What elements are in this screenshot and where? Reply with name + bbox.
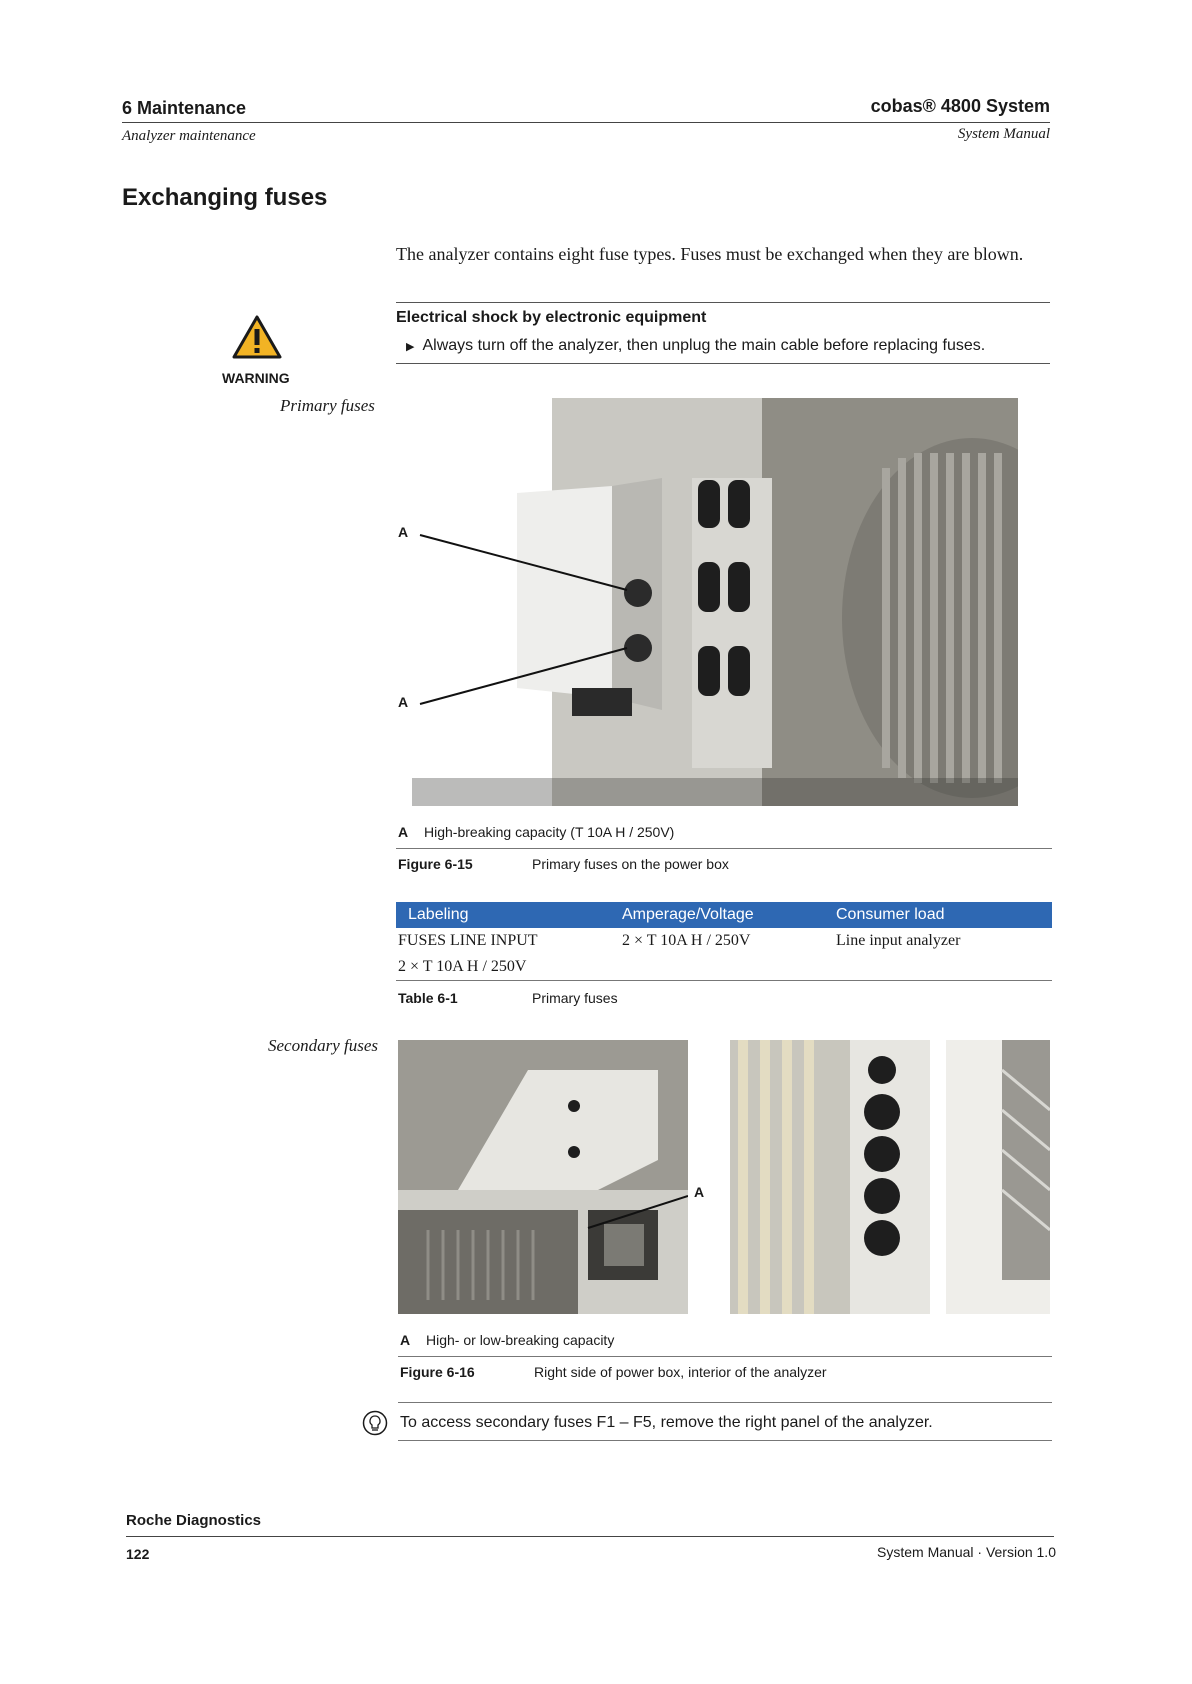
warning-item bbox=[406, 337, 985, 355]
secondary-fuses-photo-left bbox=[398, 1040, 705, 1314]
warning-top-rule bbox=[396, 302, 1050, 303]
product-name: cobas® 4800 System bbox=[870, 96, 1050, 116]
bullet-arrow-icon: ▶ bbox=[406, 341, 415, 353]
table-cell: 2 × T 10A H / 250V bbox=[622, 932, 751, 949]
table-cell: Line input analyzer bbox=[836, 932, 961, 949]
warning-label: WARNING bbox=[222, 370, 290, 386]
callout-a-lower: A bbox=[398, 694, 409, 710]
footer-version: System Manual · Version 1.0 bbox=[877, 1544, 1056, 1560]
primary-fuses-label: Primary fuses bbox=[280, 396, 375, 415]
secondary-legend bbox=[400, 1332, 614, 1348]
manual-name: System Manual bbox=[957, 126, 1050, 142]
footer-divider bbox=[126, 1536, 1054, 1537]
page-title: Exchanging fuses bbox=[122, 184, 328, 211]
header-divider bbox=[122, 122, 1050, 123]
warning-icon bbox=[232, 314, 282, 360]
analyzer-side-illustration bbox=[398, 1040, 688, 1314]
table-cell: 2 × T 10A H / 250V bbox=[398, 958, 527, 975]
primary-legend-text: High-breaking capacity (T 10A H / 250V) bbox=[424, 824, 675, 840]
table-header-cell: Labeling bbox=[396, 902, 610, 928]
table-cell: FUSES LINE INPUT bbox=[398, 932, 538, 949]
table-row bbox=[396, 954, 1052, 981]
warning-bottom-rule bbox=[396, 363, 1050, 364]
secondary-fuses-photo-right bbox=[730, 1040, 1050, 1314]
primary-fuses-photo bbox=[398, 398, 1018, 806]
warning-item-text: Always turn off the analyzer, then unplug the main cable before replacing fuses. bbox=[422, 337, 986, 354]
section-title: Analyzer maintenance bbox=[122, 128, 256, 144]
lightbulb-tip-icon bbox=[362, 1410, 388, 1436]
table-header-row bbox=[396, 902, 1052, 928]
secondary-legend-text: High- or low-breaking capacity bbox=[426, 1332, 615, 1348]
page-number: 122 bbox=[126, 1546, 150, 1562]
table-header-cell: Consumer load bbox=[824, 902, 1052, 928]
fuse-holder-illustration bbox=[730, 1040, 1050, 1314]
primary-legend-key: A bbox=[398, 824, 409, 840]
primary-figure-id: Figure 6-15 bbox=[398, 856, 473, 872]
table-cell bbox=[610, 954, 824, 981]
callout-a-secondary: A bbox=[694, 1184, 705, 1200]
warning-title: Electrical shock by electronic equipment bbox=[396, 309, 707, 326]
primary-figure-rule bbox=[396, 848, 1052, 849]
secondary-figure-id: Figure 6-16 bbox=[400, 1364, 475, 1380]
table-row bbox=[396, 928, 1052, 954]
primary-figure-caption: Primary fuses on the power box bbox=[532, 856, 729, 872]
secondary-fuses-label: Secondary fuses bbox=[268, 1036, 379, 1055]
table-id: Table 6-1 bbox=[398, 990, 458, 1006]
secondary-figure-caption: Right side of power box, interior of the analyzer bbox=[534, 1364, 827, 1380]
primary-legend bbox=[398, 824, 674, 840]
table-header-cell: Amperage/Voltage bbox=[610, 902, 824, 928]
secondary-legend-key: A bbox=[400, 1332, 411, 1348]
tip-top-rule bbox=[398, 1402, 1052, 1403]
chapter-title: 6 Maintenance bbox=[122, 98, 247, 118]
primary-fuses-table bbox=[396, 902, 1052, 981]
footer-company: Roche Diagnostics bbox=[126, 1512, 262, 1529]
callout-a-upper: A bbox=[398, 524, 409, 540]
intro-paragraph: The analyzer contains eight fuse types. Fuses must be exchanged when they are blown. bbox=[396, 244, 1024, 264]
power-box-illustration bbox=[412, 398, 1018, 806]
table-cell bbox=[824, 954, 1052, 981]
tip-text: To access secondary fuses F1 – F5, remove the right panel of the analyzer. bbox=[400, 1414, 933, 1431]
secondary-figure-rule bbox=[398, 1356, 1052, 1357]
tip-bottom-rule bbox=[398, 1440, 1052, 1441]
table-caption: Primary fuses bbox=[532, 990, 618, 1006]
